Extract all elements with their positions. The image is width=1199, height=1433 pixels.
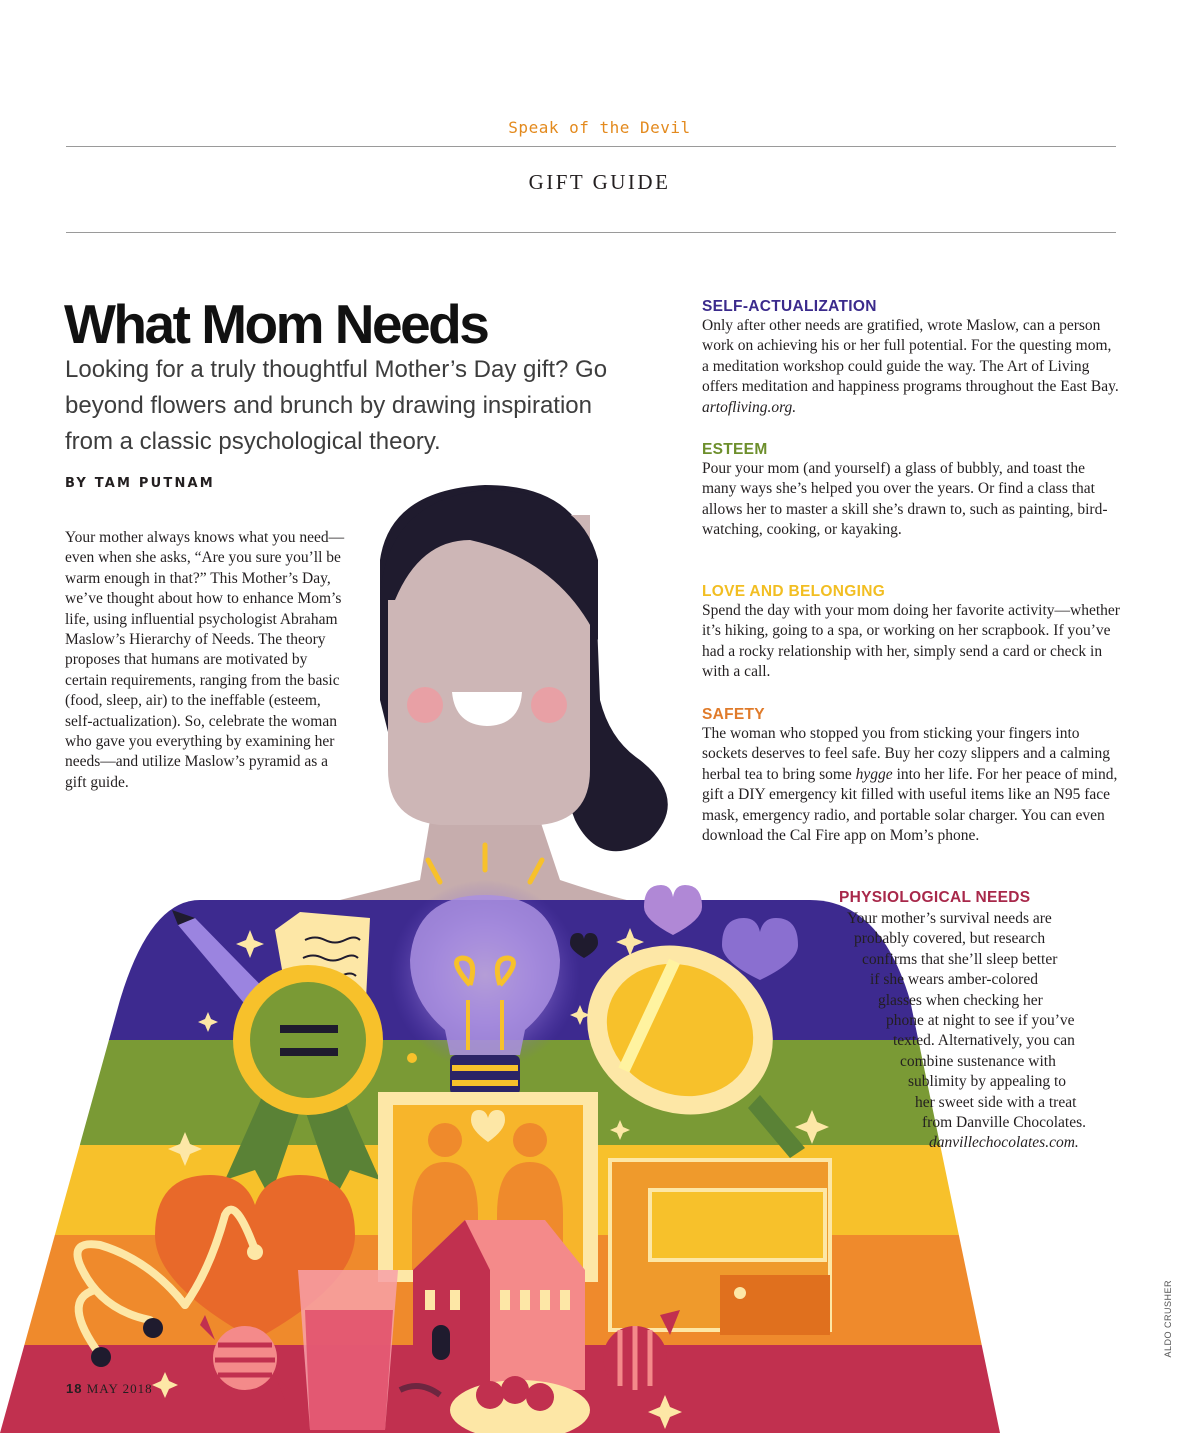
need-body: Spend the day with your mom doing her favorite activity—whether it’s hiking, going to a spa, or working on her scrapbook. If you’ve had a rocky relationship with her, simply send a card or check in with a call. — [702, 602, 1120, 681]
folio — [66, 1381, 153, 1397]
need-love-belonging — [702, 583, 1122, 683]
need-safety — [702, 706, 1122, 846]
need-heading: SAFETY — [702, 706, 765, 723]
house-icon — [413, 1220, 585, 1390]
need-body-italic: hygge — [855, 765, 893, 783]
need-link[interactable]: danvillechocolates.com. — [929, 1134, 1079, 1152]
dek: Looking for a truly thoughtful Mother’s Day gift? Go beyond flowers and brunch by drawing inspiration from a classic psychological theory. — [65, 356, 608, 455]
need-physiological-body — [0, 909, 1100, 1154]
need-line: her sweet side with a treat — [915, 1093, 1077, 1111]
section-name: Speak of the Devil — [508, 118, 691, 137]
byline: BY TAM PUTNAM — [65, 476, 215, 491]
need-line: from Danville Chocolates. — [922, 1114, 1086, 1132]
need-body-text: The woman who stopped you from sticking your fingers into sockets deserves to feel safe. Buy her cozy slippers and a calming herbal tea to bring some — [702, 725, 1111, 783]
need-body — [702, 316, 1122, 418]
need-esteem — [702, 441, 1122, 541]
need-heading: SELF-ACTUALIZATION — [702, 298, 877, 315]
cheek-right — [531, 687, 567, 723]
need-line: if she wears amber-colored — [870, 971, 1038, 989]
need-heading: LOVE AND BELONGING — [702, 583, 886, 600]
headline: What Mom Needs — [64, 293, 488, 355]
stethoscope-end — [91, 1347, 111, 1367]
need-heading: ESTEEM — [702, 441, 768, 458]
stethoscope-end — [247, 1244, 263, 1260]
need-line: sublimity by appealing to — [908, 1073, 1066, 1091]
cheek-left — [407, 687, 443, 723]
need-line: confirms that she’ll sleep better — [862, 950, 1058, 968]
need-line: combine sustenance with — [900, 1052, 1056, 1070]
dot — [734, 1287, 746, 1299]
band-physiological — [0, 1345, 1199, 1433]
page-number: 18 — [66, 1381, 83, 1396]
glass-icon — [298, 1270, 398, 1430]
intro-paragraph: Your mother always knows what you need—even when she asks, “Are you sure you’ll be warm enough in that?” This Mother’s Day, we’ve thought about how to enhance Mom’s life, using influential psychologist Abraham Maslow’s Hierarchy of Needs. The theory proposes that humans are motivated by certain requirements, ranging from the basic (food, sleep, air) to the ineffable (esteem, self-actualization). So, celebrate the woman who gave you everything by examining her needs—and utilize Maslow’s pyramid as a gift guide. — [65, 529, 345, 791]
need-body-text: Only after other needs are gratified, wrote Maslow, can a person work on achieving his or her full potential. For the questing mom, a meditation workshop could guide the way. The Art of Living offers meditation and happiness programs throughout the East Bay. — [702, 317, 1119, 396]
stethoscope-end — [143, 1318, 163, 1338]
need-line: probably covered, but research — [854, 930, 1046, 948]
need-line: Your mother’s survival needs are — [847, 910, 1052, 927]
department-title: GIFT GUIDE — [528, 170, 671, 194]
header-rule-top — [66, 146, 1116, 147]
need-link[interactable]: artofliving.org. — [702, 398, 797, 416]
need-body: Pour your mom (and yourself) a glass of bubbly, and toast the many ways she’s helped you over the years. Or find a class that allows her to master a skill she’s drawn to, such as painting, bird-watching, cooking, or kayaking. — [702, 460, 1108, 539]
need-body — [702, 724, 1122, 846]
issue-date: MAY 2018 — [86, 1381, 153, 1396]
window-icon — [610, 1160, 830, 1335]
need-body-text: into her life. For her peace of mind, gift a DIY emergency kit filled with useful items like an N95 face mask, emergency radio, and portable solar charger. You can even download the Cal Fire app on Mom’s phone. — [702, 765, 1118, 845]
need-line: phone at night to see if you’ve — [886, 1012, 1075, 1030]
need-line: texted. Alternatively, you can — [893, 1032, 1075, 1050]
header-rule-bottom — [66, 232, 1116, 233]
need-line: glasses when checking her — [878, 991, 1043, 1009]
need-self-actualization — [702, 298, 1122, 418]
illustration-credit: ALDO CRUSHER — [1163, 1280, 1173, 1358]
need-heading-physiological: PHYSIOLOGICAL NEEDS — [839, 889, 1031, 906]
